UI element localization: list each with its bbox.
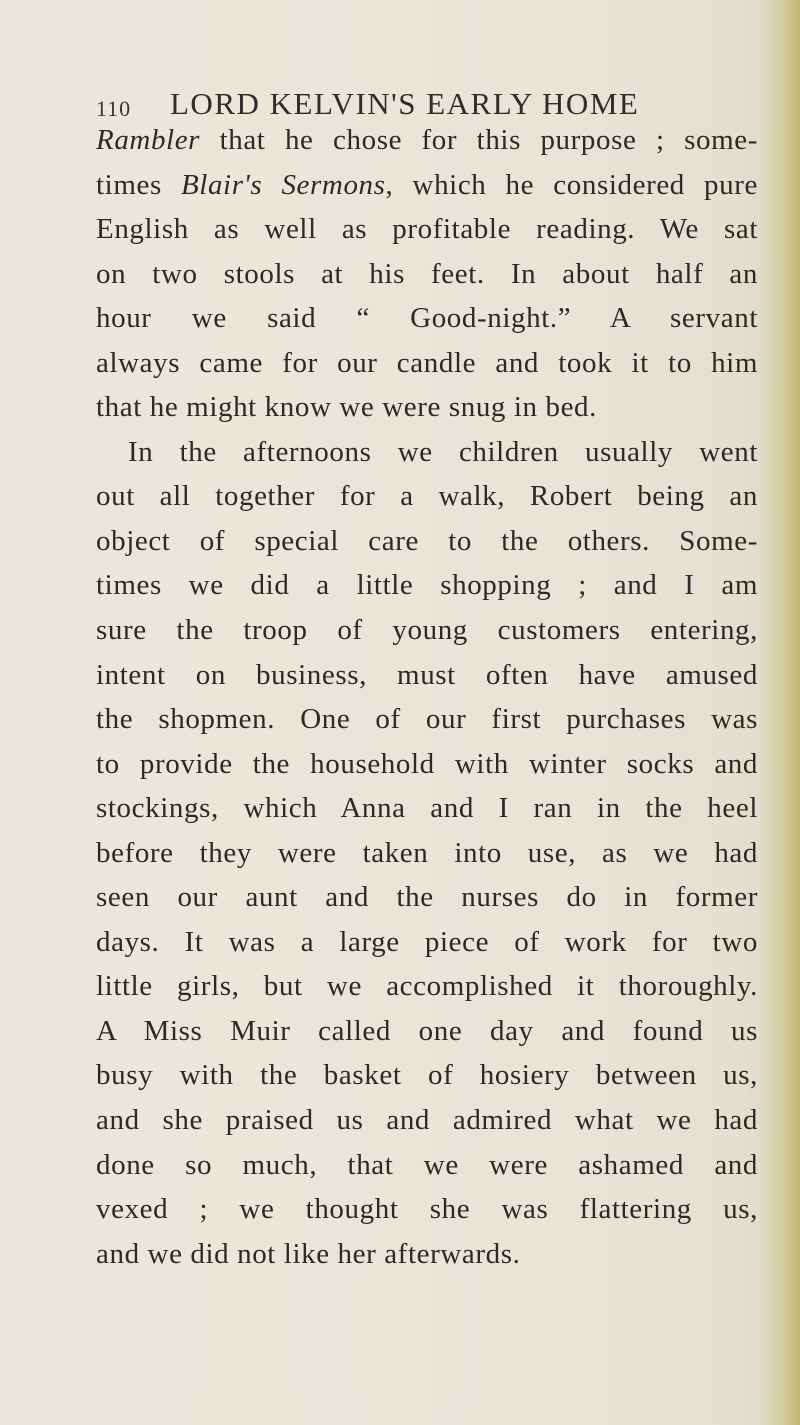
- line-1-text: that he chose for this purpose ; some-: [200, 124, 758, 156]
- text-line-7: that he might know we were snug in bed.: [96, 391, 597, 424]
- line-2-start: times: [96, 168, 181, 201]
- text-line-6: always came for our candle and took it to him: [96, 346, 758, 379]
- text-line-12: sure the troop of young customers entering,: [96, 614, 758, 647]
- text-line-9: out all together for a walk, Robert being an: [96, 480, 758, 513]
- text-line-17: before they were taken into use, as we had: [96, 836, 758, 869]
- text-line-1: [96, 118, 758, 163]
- text-line-4: on two stools at his feet. In about half an: [96, 257, 758, 290]
- text-line-21: A Miss Muir called one day and found us: [96, 1014, 758, 1047]
- text-line-20: little girls, but we accomplished it thoroughly.: [96, 970, 758, 1003]
- text-line-11: times we did a little shopping ; and I am: [96, 569, 758, 602]
- text-line-16: stockings, which Anna and I ran in the heel: [96, 792, 758, 825]
- text-line-18: seen our aunt and the nurses do in former: [96, 881, 758, 914]
- blairs-sermons-title: Blair's Sermons: [180, 168, 386, 201]
- text-line-22: busy with the basket of hosiery between us,: [96, 1059, 758, 1092]
- text-line-26: and we did not like her afterwards.: [96, 1237, 521, 1270]
- text-line-14: the shopmen. One of our first purchases was: [96, 703, 758, 736]
- text-line-13: intent on business, must often have amused: [96, 658, 758, 691]
- text-line-5: hour we said “ Good-night.” A servant: [96, 302, 758, 335]
- text-line-19: days. It was a large piece of work for two: [96, 925, 758, 958]
- text-line-10: object of special care to the others. Some-: [96, 524, 758, 557]
- text-line-3: English as well as profitable reading. We sat: [96, 213, 758, 246]
- line-2-rest: , which he considered pure: [385, 168, 758, 201]
- text-line-25: vexed ; we thought she was flattering us,: [96, 1193, 758, 1226]
- rambler-title: Rambler: [96, 124, 201, 156]
- page-edge-shading: [758, 0, 800, 1425]
- running-head: LORD KELVIN'S EARLY HOME: [170, 86, 640, 121]
- text-line-24: done so much, that we were ashamed and: [96, 1148, 758, 1181]
- text-line-15: to provide the household with winter socks and: [96, 747, 758, 780]
- text-line-8: In the afternoons we children usually went: [128, 435, 758, 468]
- page-number: 110: [96, 96, 132, 121]
- text-line-2: [96, 163, 758, 208]
- body-text: [96, 118, 758, 1276]
- text-line-23: and she praised us and admired what we had: [96, 1104, 758, 1137]
